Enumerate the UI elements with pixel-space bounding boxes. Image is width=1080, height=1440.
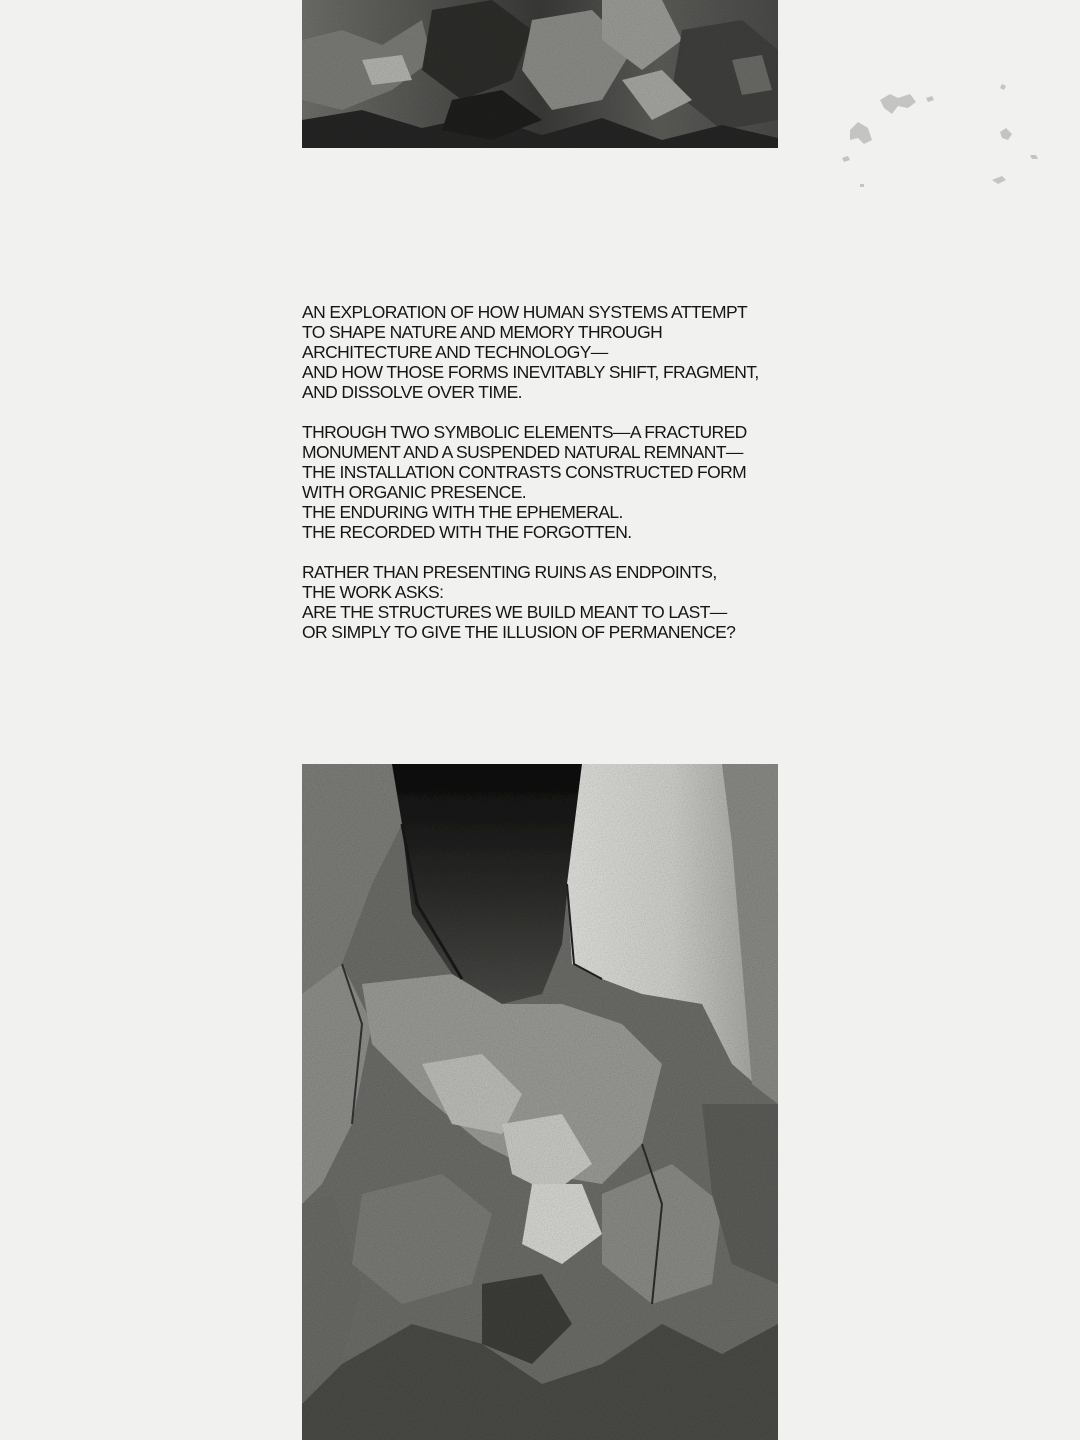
artist-statement <box>302 302 782 662</box>
fractured-wall-image <box>302 764 778 1440</box>
statement-line: AND HOW THOSE FORMS INEVITABLY SHIFT, FRAGMENT, <box>302 362 759 382</box>
statement-line: THE WORK ASKS: <box>302 582 444 602</box>
statement-paragraph-1 <box>302 302 782 402</box>
statement-line: THE RECORDED WITH THE FORGOTTEN. <box>302 522 632 542</box>
statement-line: ARCHITECTURE AND TECHNOLOGY— <box>302 342 608 362</box>
statement-line: OR SIMPLY TO GIVE THE ILLUSION OF PERMANENCE? <box>302 622 736 642</box>
fractured-wall-photo-bottom <box>302 764 778 1440</box>
statement-line: TO SHAPE NATURE AND MEMORY THROUGH <box>302 322 663 342</box>
statement-line: MONUMENT AND A SUSPENDED NATURAL REMNANT— <box>302 442 743 462</box>
statement-line: RATHER THAN PRESENTING RUINS AS ENDPOINTS, <box>302 562 717 582</box>
rock-texture-photo-top <box>302 0 778 148</box>
statement-line: ARE THE STRUCTURES WE BUILD MEANT TO LAST— <box>302 602 727 622</box>
statement-line: THE INSTALLATION CONTRASTS CONSTRUCTED FORM <box>302 462 747 482</box>
debris-specks <box>830 80 1070 200</box>
statement-paragraph-3 <box>302 562 782 642</box>
rock-texture-image <box>302 0 778 148</box>
statement-line: WITH ORGANIC PRESENCE. <box>302 482 527 502</box>
statement-line: THE ENDURING WITH THE EPHEMERAL. <box>302 502 623 522</box>
statement-paragraph-2 <box>302 422 782 542</box>
statement-line: AN EXPLORATION OF HOW HUMAN SYSTEMS ATTEMPT <box>302 302 748 322</box>
statement-line: THROUGH TWO SYMBOLIC ELEMENTS—A FRACTURED <box>302 422 747 442</box>
statement-line: AND DISSOLVE OVER TIME. <box>302 382 522 402</box>
